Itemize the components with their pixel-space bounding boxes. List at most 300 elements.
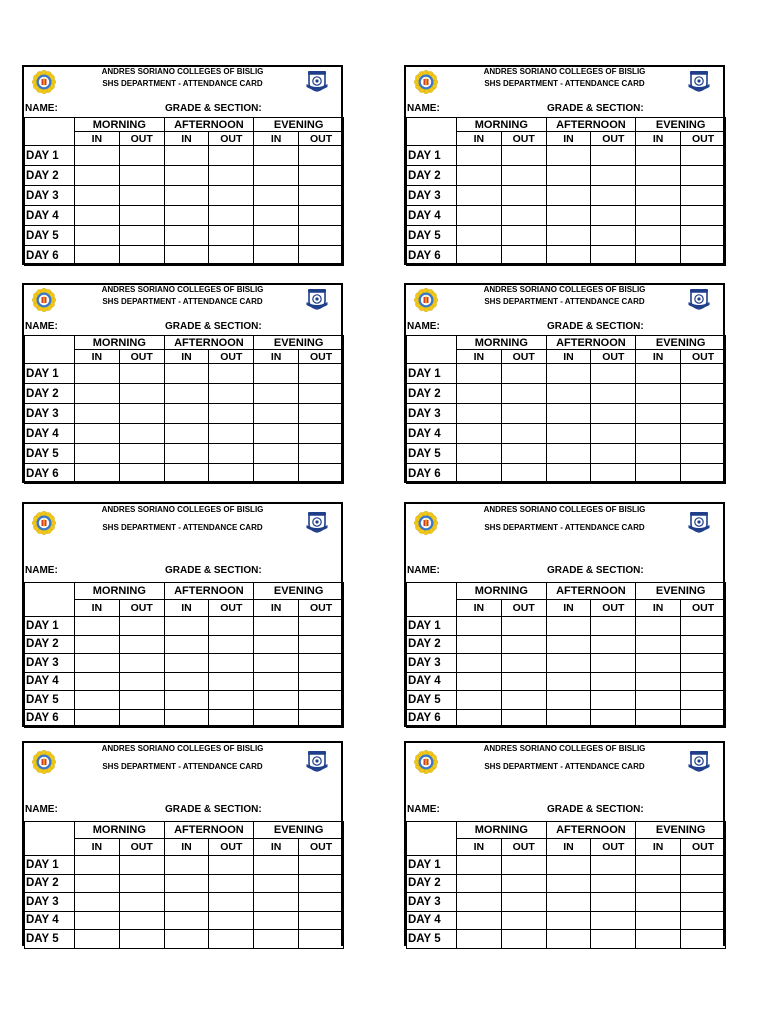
- time-entry-cell[interactable]: [299, 691, 344, 710]
- time-entry-cell[interactable]: [636, 186, 681, 206]
- time-entry-cell[interactable]: [164, 364, 209, 384]
- time-entry-cell[interactable]: [299, 635, 344, 654]
- time-entry-cell[interactable]: [119, 384, 164, 404]
- time-entry-cell[interactable]: [299, 424, 344, 444]
- time-entry-cell[interactable]: [119, 691, 164, 710]
- time-entry-cell[interactable]: [119, 911, 164, 930]
- time-entry-cell[interactable]: [591, 654, 636, 673]
- time-entry-cell[interactable]: [591, 444, 636, 464]
- time-entry-cell[interactable]: [75, 186, 120, 206]
- time-entry-cell[interactable]: [299, 226, 344, 246]
- time-entry-cell[interactable]: [546, 911, 591, 930]
- time-entry-cell[interactable]: [501, 856, 546, 875]
- time-entry-cell[interactable]: [119, 364, 164, 384]
- time-entry-cell[interactable]: [254, 617, 299, 636]
- time-entry-cell[interactable]: [681, 444, 726, 464]
- attendance-card: [404, 283, 725, 483]
- time-entry-cell[interactable]: [681, 893, 726, 912]
- time-entry-cell[interactable]: [501, 384, 546, 404]
- time-entry-cell[interactable]: [501, 874, 546, 893]
- time-entry-cell[interactable]: [75, 654, 120, 673]
- card-header: [406, 285, 723, 335]
- time-entry-cell[interactable]: [636, 424, 681, 444]
- time-entry-cell[interactable]: [254, 874, 299, 893]
- time-entry-cell[interactable]: [254, 709, 299, 728]
- time-entry-cell[interactable]: [119, 617, 164, 636]
- time-entry-cell[interactable]: [299, 364, 344, 384]
- time-entry-cell[interactable]: [591, 635, 636, 654]
- time-entry-cell[interactable]: [75, 635, 120, 654]
- time-entry-cell[interactable]: [636, 856, 681, 875]
- time-entry-cell[interactable]: [591, 464, 636, 484]
- time-entry-cell[interactable]: [501, 444, 546, 464]
- time-entry-cell[interactable]: [591, 246, 636, 266]
- time-entry-cell[interactable]: [164, 166, 209, 186]
- time-entry-cell[interactable]: [591, 893, 636, 912]
- time-entry-cell[interactable]: [681, 617, 726, 636]
- time-entry-cell[interactable]: [501, 691, 546, 710]
- time-entry-cell[interactable]: [209, 444, 254, 464]
- college-seal-icon: [32, 511, 56, 535]
- name-label: NAME:: [25, 103, 58, 114]
- time-entry-cell[interactable]: [636, 930, 681, 949]
- time-entry-cell[interactable]: [636, 226, 681, 246]
- time-entry-cell[interactable]: [636, 404, 681, 424]
- time-entry-cell[interactable]: [254, 464, 299, 484]
- time-entry-cell[interactable]: [546, 672, 591, 691]
- attendance-card: [404, 741, 725, 946]
- time-entry-cell[interactable]: [299, 856, 344, 875]
- time-entry-cell[interactable]: [119, 654, 164, 673]
- time-entry-cell[interactable]: [299, 672, 344, 691]
- time-entry-cell[interactable]: [681, 166, 726, 186]
- time-entry-cell[interactable]: [75, 404, 120, 424]
- time-entry-cell[interactable]: [636, 911, 681, 930]
- time-entry-cell[interactable]: [546, 444, 591, 464]
- time-entry-cell[interactable]: [457, 672, 502, 691]
- time-entry-cell[interactable]: [254, 226, 299, 246]
- time-entry-cell[interactable]: [501, 226, 546, 246]
- time-entry-cell[interactable]: [209, 226, 254, 246]
- time-entry-cell[interactable]: [164, 206, 209, 226]
- time-entry-cell[interactable]: [501, 364, 546, 384]
- time-entry-cell[interactable]: [681, 856, 726, 875]
- time-entry-cell[interactable]: [209, 874, 254, 893]
- time-entry-cell[interactable]: [681, 146, 726, 166]
- time-entry-cell[interactable]: [636, 893, 681, 912]
- time-entry-cell[interactable]: [209, 709, 254, 728]
- time-entry-cell[interactable]: [591, 709, 636, 728]
- time-entry-cell[interactable]: [299, 874, 344, 893]
- time-entry-cell[interactable]: [546, 384, 591, 404]
- time-entry-cell[interactable]: [119, 672, 164, 691]
- day-label: DAY 1: [25, 617, 75, 636]
- time-entry-cell[interactable]: [681, 930, 726, 949]
- time-entry-cell[interactable]: [546, 206, 591, 226]
- time-entry-cell[interactable]: [75, 364, 120, 384]
- time-entry-cell[interactable]: [501, 206, 546, 226]
- time-entry-cell[interactable]: [75, 617, 120, 636]
- time-entry-cell[interactable]: [457, 206, 502, 226]
- time-entry-cell[interactable]: [164, 874, 209, 893]
- time-entry-cell[interactable]: [164, 911, 209, 930]
- time-entry-cell[interactable]: [209, 635, 254, 654]
- time-entry-cell[interactable]: [254, 364, 299, 384]
- day-row: [25, 166, 344, 186]
- time-entry-cell[interactable]: [501, 709, 546, 728]
- time-entry-cell[interactable]: [75, 226, 120, 246]
- time-entry-cell[interactable]: [546, 186, 591, 206]
- time-entry-cell[interactable]: [501, 654, 546, 673]
- time-entry-cell[interactable]: [209, 424, 254, 444]
- time-entry-cell[interactable]: [209, 654, 254, 673]
- time-entry-cell[interactable]: [457, 709, 502, 728]
- time-entry-cell[interactable]: [119, 709, 164, 728]
- time-entry-cell[interactable]: [75, 384, 120, 404]
- time-entry-cell[interactable]: [299, 893, 344, 912]
- time-entry-cell[interactable]: [254, 404, 299, 424]
- time-entry-cell[interactable]: [119, 874, 164, 893]
- time-entry-cell[interactable]: [209, 246, 254, 266]
- time-entry-cell[interactable]: [119, 206, 164, 226]
- out-header: OUT: [299, 600, 344, 617]
- time-entry-cell[interactable]: [164, 930, 209, 949]
- session-header: AFTERNOON: [164, 583, 254, 600]
- time-entry-cell[interactable]: [164, 424, 209, 444]
- time-entry-cell[interactable]: [75, 691, 120, 710]
- time-entry-cell[interactable]: [299, 206, 344, 226]
- time-entry-cell[interactable]: [457, 691, 502, 710]
- shs-emblem-icon: [687, 510, 711, 534]
- time-entry-cell[interactable]: [636, 166, 681, 186]
- time-entry-cell[interactable]: [591, 404, 636, 424]
- time-entry-cell[interactable]: [591, 617, 636, 636]
- time-entry-cell[interactable]: [591, 911, 636, 930]
- time-entry-cell[interactable]: [254, 186, 299, 206]
- time-entry-cell[interactable]: [254, 635, 299, 654]
- time-entry-cell[interactable]: [546, 856, 591, 875]
- time-entry-cell[interactable]: [501, 617, 546, 636]
- time-entry-cell[interactable]: [591, 206, 636, 226]
- time-entry-cell[interactable]: [636, 874, 681, 893]
- time-entry-cell[interactable]: [299, 617, 344, 636]
- time-entry-cell[interactable]: [164, 617, 209, 636]
- day-row: [407, 206, 726, 226]
- time-entry-cell[interactable]: [164, 444, 209, 464]
- time-entry-cell[interactable]: [681, 246, 726, 266]
- time-entry-cell[interactable]: [681, 206, 726, 226]
- time-entry-cell[interactable]: [501, 464, 546, 484]
- in-header: IN: [75, 839, 120, 856]
- time-entry-cell[interactable]: [591, 186, 636, 206]
- time-entry-cell[interactable]: [681, 654, 726, 673]
- time-entry-cell[interactable]: [636, 654, 681, 673]
- time-entry-cell[interactable]: [119, 186, 164, 206]
- time-entry-cell[interactable]: [457, 635, 502, 654]
- time-entry-cell[interactable]: [209, 464, 254, 484]
- time-entry-cell[interactable]: [681, 691, 726, 710]
- time-entry-cell[interactable]: [254, 246, 299, 266]
- time-entry-cell[interactable]: [254, 206, 299, 226]
- time-entry-cell[interactable]: [209, 166, 254, 186]
- out-header: OUT: [209, 839, 254, 856]
- session-header: AFTERNOON: [546, 118, 636, 132]
- time-entry-cell[interactable]: [501, 672, 546, 691]
- session-header-row: [407, 583, 726, 600]
- time-entry-cell[interactable]: [119, 246, 164, 266]
- time-entry-cell[interactable]: [457, 464, 502, 484]
- time-entry-cell[interactable]: [75, 146, 120, 166]
- time-entry-cell[interactable]: [681, 874, 726, 893]
- time-entry-cell[interactable]: [119, 635, 164, 654]
- time-entry-cell[interactable]: [636, 691, 681, 710]
- time-entry-cell[interactable]: [501, 186, 546, 206]
- time-entry-cell[interactable]: [636, 246, 681, 266]
- time-entry-cell[interactable]: [209, 930, 254, 949]
- time-entry-cell[interactable]: [299, 709, 344, 728]
- time-entry-cell[interactable]: [254, 654, 299, 673]
- time-entry-cell[interactable]: [254, 424, 299, 444]
- time-entry-cell[interactable]: [457, 146, 502, 166]
- time-entry-cell[interactable]: [501, 166, 546, 186]
- time-entry-cell[interactable]: [164, 654, 209, 673]
- time-entry-cell[interactable]: [457, 404, 502, 424]
- time-entry-cell[interactable]: [299, 464, 344, 484]
- time-entry-cell[interactable]: [591, 146, 636, 166]
- time-entry-cell[interactable]: [299, 384, 344, 404]
- time-entry-cell[interactable]: [299, 186, 344, 206]
- time-entry-cell[interactable]: [209, 856, 254, 875]
- time-entry-cell[interactable]: [681, 464, 726, 484]
- time-entry-cell[interactable]: [299, 654, 344, 673]
- time-entry-cell[interactable]: [457, 893, 502, 912]
- time-entry-cell[interactable]: [209, 384, 254, 404]
- time-entry-cell[interactable]: [681, 911, 726, 930]
- time-entry-cell[interactable]: [501, 635, 546, 654]
- time-entry-cell[interactable]: [119, 444, 164, 464]
- time-entry-cell[interactable]: [209, 911, 254, 930]
- time-entry-cell[interactable]: [254, 672, 299, 691]
- time-entry-cell[interactable]: [546, 146, 591, 166]
- time-entry-cell[interactable]: [457, 911, 502, 930]
- time-entry-cell[interactable]: [636, 146, 681, 166]
- time-entry-cell[interactable]: [681, 186, 726, 206]
- time-entry-cell[interactable]: [119, 404, 164, 424]
- time-entry-cell[interactable]: [457, 930, 502, 949]
- time-entry-cell[interactable]: [254, 384, 299, 404]
- time-entry-cell[interactable]: [164, 384, 209, 404]
- time-entry-cell[interactable]: [164, 186, 209, 206]
- time-entry-cell[interactable]: [457, 186, 502, 206]
- time-entry-cell[interactable]: [681, 424, 726, 444]
- time-entry-cell[interactable]: [75, 246, 120, 266]
- time-entry-cell[interactable]: [299, 404, 344, 424]
- time-entry-cell[interactable]: [75, 856, 120, 875]
- time-entry-cell[interactable]: [546, 617, 591, 636]
- time-entry-cell[interactable]: [209, 186, 254, 206]
- in-header: IN: [636, 132, 681, 146]
- time-entry-cell[interactable]: [546, 691, 591, 710]
- time-entry-cell[interactable]: [457, 384, 502, 404]
- time-entry-cell[interactable]: [546, 364, 591, 384]
- time-entry-cell[interactable]: [75, 911, 120, 930]
- time-entry-cell[interactable]: [75, 930, 120, 949]
- time-entry-cell[interactable]: [299, 444, 344, 464]
- time-entry-cell[interactable]: [164, 893, 209, 912]
- time-entry-cell[interactable]: [457, 166, 502, 186]
- time-entry-cell[interactable]: [254, 911, 299, 930]
- time-entry-cell[interactable]: [636, 464, 681, 484]
- time-entry-cell[interactable]: [299, 246, 344, 266]
- time-entry-cell[interactable]: [209, 404, 254, 424]
- time-entry-cell[interactable]: [254, 893, 299, 912]
- time-entry-cell[interactable]: [636, 364, 681, 384]
- time-entry-cell[interactable]: [501, 246, 546, 266]
- time-entry-cell[interactable]: [681, 635, 726, 654]
- time-entry-cell[interactable]: [681, 226, 726, 246]
- time-entry-cell[interactable]: [591, 874, 636, 893]
- time-entry-cell[interactable]: [75, 709, 120, 728]
- day-label: DAY 4: [407, 672, 457, 691]
- time-entry-cell[interactable]: [591, 691, 636, 710]
- time-entry-cell[interactable]: [501, 424, 546, 444]
- time-entry-cell[interactable]: [636, 444, 681, 464]
- time-entry-cell[interactable]: [164, 404, 209, 424]
- time-entry-cell[interactable]: [591, 384, 636, 404]
- time-entry-cell[interactable]: [681, 364, 726, 384]
- time-entry-cell[interactable]: [75, 424, 120, 444]
- time-entry-cell[interactable]: [254, 856, 299, 875]
- time-entry-cell[interactable]: [209, 364, 254, 384]
- time-entry-cell[interactable]: [164, 146, 209, 166]
- time-entry-cell[interactable]: [457, 654, 502, 673]
- time-entry-cell[interactable]: [209, 617, 254, 636]
- time-entry-cell[interactable]: [75, 206, 120, 226]
- time-entry-cell[interactable]: [546, 404, 591, 424]
- time-entry-cell[interactable]: [591, 226, 636, 246]
- time-entry-cell[interactable]: [75, 166, 120, 186]
- time-entry-cell[interactable]: [164, 856, 209, 875]
- time-entry-cell[interactable]: [636, 206, 681, 226]
- time-entry-cell[interactable]: [681, 384, 726, 404]
- time-entry-cell[interactable]: [546, 654, 591, 673]
- time-entry-cell[interactable]: [254, 166, 299, 186]
- time-entry-cell[interactable]: [119, 930, 164, 949]
- time-entry-cell[interactable]: [209, 893, 254, 912]
- time-entry-cell[interactable]: [164, 635, 209, 654]
- time-entry-cell[interactable]: [119, 893, 164, 912]
- time-entry-cell[interactable]: [636, 672, 681, 691]
- time-entry-cell[interactable]: [501, 146, 546, 166]
- time-entry-cell[interactable]: [119, 146, 164, 166]
- day-row: [407, 464, 726, 484]
- time-entry-cell[interactable]: [164, 672, 209, 691]
- day-row: [407, 146, 726, 166]
- time-entry-cell[interactable]: [254, 691, 299, 710]
- time-entry-cell[interactable]: [546, 246, 591, 266]
- time-entry-cell[interactable]: [591, 930, 636, 949]
- time-entry-cell[interactable]: [209, 672, 254, 691]
- time-entry-cell[interactable]: [164, 464, 209, 484]
- time-entry-cell[interactable]: [546, 166, 591, 186]
- time-entry-cell[interactable]: [591, 856, 636, 875]
- time-entry-cell[interactable]: [501, 893, 546, 912]
- name-label: NAME:: [407, 804, 440, 815]
- time-entry-cell[interactable]: [457, 424, 502, 444]
- time-entry-cell[interactable]: [546, 424, 591, 444]
- time-entry-cell[interactable]: [209, 206, 254, 226]
- time-entry-cell[interactable]: [75, 464, 120, 484]
- time-entry-cell[interactable]: [119, 226, 164, 246]
- time-entry-cell[interactable]: [636, 617, 681, 636]
- time-entry-cell[interactable]: [457, 856, 502, 875]
- day-row: [25, 186, 344, 206]
- time-entry-cell[interactable]: [75, 444, 120, 464]
- time-entry-cell[interactable]: [164, 226, 209, 246]
- time-entry-cell[interactable]: [75, 893, 120, 912]
- time-entry-cell[interactable]: [501, 911, 546, 930]
- time-entry-cell[interactable]: [457, 444, 502, 464]
- time-entry-cell[interactable]: [299, 911, 344, 930]
- time-entry-cell[interactable]: [254, 930, 299, 949]
- session-header: AFTERNOON: [164, 336, 254, 350]
- time-entry-cell[interactable]: [546, 893, 591, 912]
- time-entry-cell[interactable]: [457, 226, 502, 246]
- time-entry-cell[interactable]: [254, 146, 299, 166]
- time-entry-cell[interactable]: [299, 146, 344, 166]
- time-entry-cell[interactable]: [209, 691, 254, 710]
- time-entry-cell[interactable]: [591, 424, 636, 444]
- time-entry-cell[interactable]: [546, 709, 591, 728]
- time-entry-cell[interactable]: [254, 444, 299, 464]
- time-entry-cell[interactable]: [591, 364, 636, 384]
- time-entry-cell[interactable]: [681, 672, 726, 691]
- time-entry-cell[interactable]: [299, 930, 344, 949]
- time-entry-cell[interactable]: [681, 709, 726, 728]
- time-entry-cell[interactable]: [164, 691, 209, 710]
- time-entry-cell[interactable]: [591, 166, 636, 186]
- time-entry-cell[interactable]: [164, 246, 209, 266]
- time-entry-cell[interactable]: [546, 874, 591, 893]
- time-entry-cell[interactable]: [209, 146, 254, 166]
- time-entry-cell[interactable]: [546, 464, 591, 484]
- time-entry-cell[interactable]: [591, 672, 636, 691]
- time-entry-cell[interactable]: [457, 617, 502, 636]
- time-entry-cell[interactable]: [636, 709, 681, 728]
- time-entry-cell[interactable]: [636, 635, 681, 654]
- time-entry-cell[interactable]: [457, 246, 502, 266]
- time-entry-cell[interactable]: [501, 930, 546, 949]
- day-label: DAY 4: [407, 911, 457, 930]
- time-entry-cell[interactable]: [299, 166, 344, 186]
- time-entry-cell[interactable]: [164, 709, 209, 728]
- time-entry-cell[interactable]: [457, 364, 502, 384]
- time-entry-cell[interactable]: [546, 635, 591, 654]
- time-entry-cell[interactable]: [119, 424, 164, 444]
- time-entry-cell[interactable]: [501, 404, 546, 424]
- time-entry-cell[interactable]: [546, 226, 591, 246]
- time-entry-cell[interactable]: [681, 404, 726, 424]
- day-label: DAY 6: [25, 464, 75, 484]
- time-entry-cell[interactable]: [636, 384, 681, 404]
- time-entry-cell[interactable]: [457, 874, 502, 893]
- time-entry-cell[interactable]: [75, 874, 120, 893]
- time-entry-cell[interactable]: [119, 166, 164, 186]
- time-entry-cell[interactable]: [75, 672, 120, 691]
- time-entry-cell[interactable]: [119, 464, 164, 484]
- time-entry-cell[interactable]: [546, 930, 591, 949]
- time-entry-cell[interactable]: [119, 856, 164, 875]
